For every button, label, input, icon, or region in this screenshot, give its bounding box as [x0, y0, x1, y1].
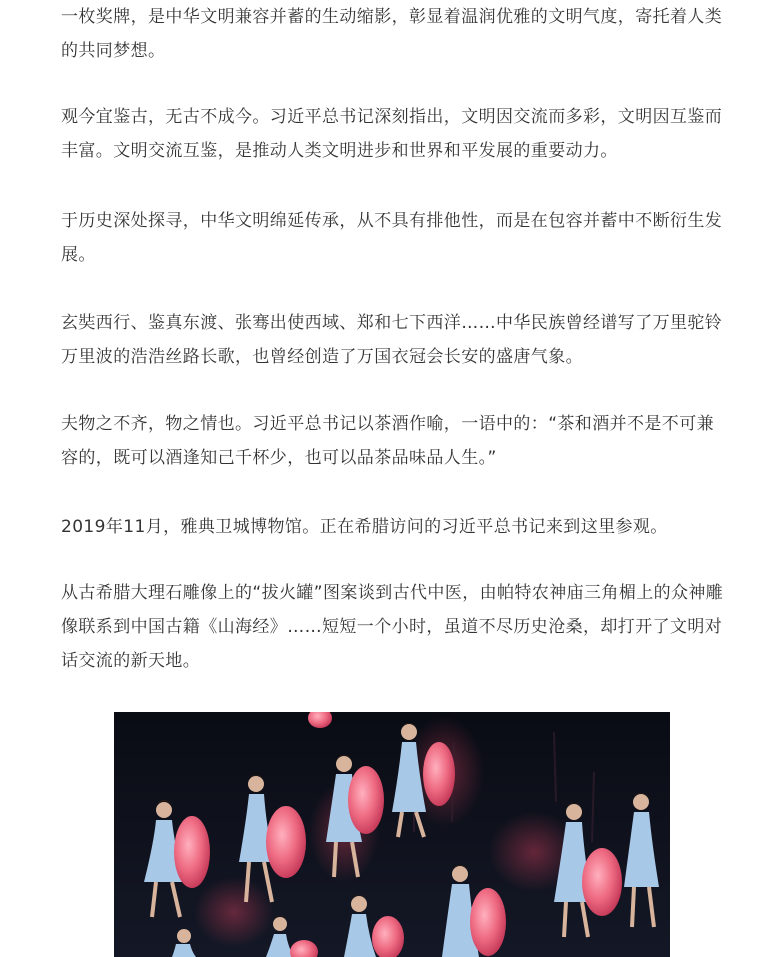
paragraph: 从古希腊大理石雕像上的“拔火罐”图案谈到古代中医，由帕特农神庙三角楣上的众神雕像联系到中国古籍《山海经》……短短一个小时，虽道不尽历史沧桑，却打开了文明对话交流的新天地。 — [61, 583, 724, 671]
paragraph: 玄奘西行、鉴真东渡、张骞出使西域、郑和七下西洋……中华民族曾经谱写了万里驼铃万里波的浩浩丝路长歌，也曾经创造了万国衣冠会长安的盛唐气象。 — [61, 313, 723, 367]
paragraph: 于历史深处探寻，中华文明绵延传承，从不具有排他性，而是在包容并蓄中不断衍生发展。 — [61, 211, 723, 265]
paragraph: 一枚奖牌，是中华文明兼容并蓄的生动缩影，彰显着温润优雅的文明气度，寄托着人类的共同梦想。 — [61, 7, 723, 61]
performance-photo — [114, 712, 670, 957]
dancers-with-umbrellas-image — [114, 712, 670, 957]
paragraph: 夫物之不齐，物之情也。习近平总书记以茶酒作喻，一语中的：“茶和酒并不是不可兼容的，既可以酒逢知己千杯少，也可以品茶品味品人生。” — [61, 414, 715, 468]
paragraph: 观今宜鉴古，无古不成今。习近平总书记深刻指出，文明因交流而多彩，文明因互鉴而丰富。文明交流互鉴，是推动人类文明进步和世界和平发展的重要动力。 — [61, 107, 723, 161]
paragraph: 2019年11月，雅典卫城博物馆。正在希腊访问的习近平总书记来到这里参观。 — [61, 517, 668, 537]
